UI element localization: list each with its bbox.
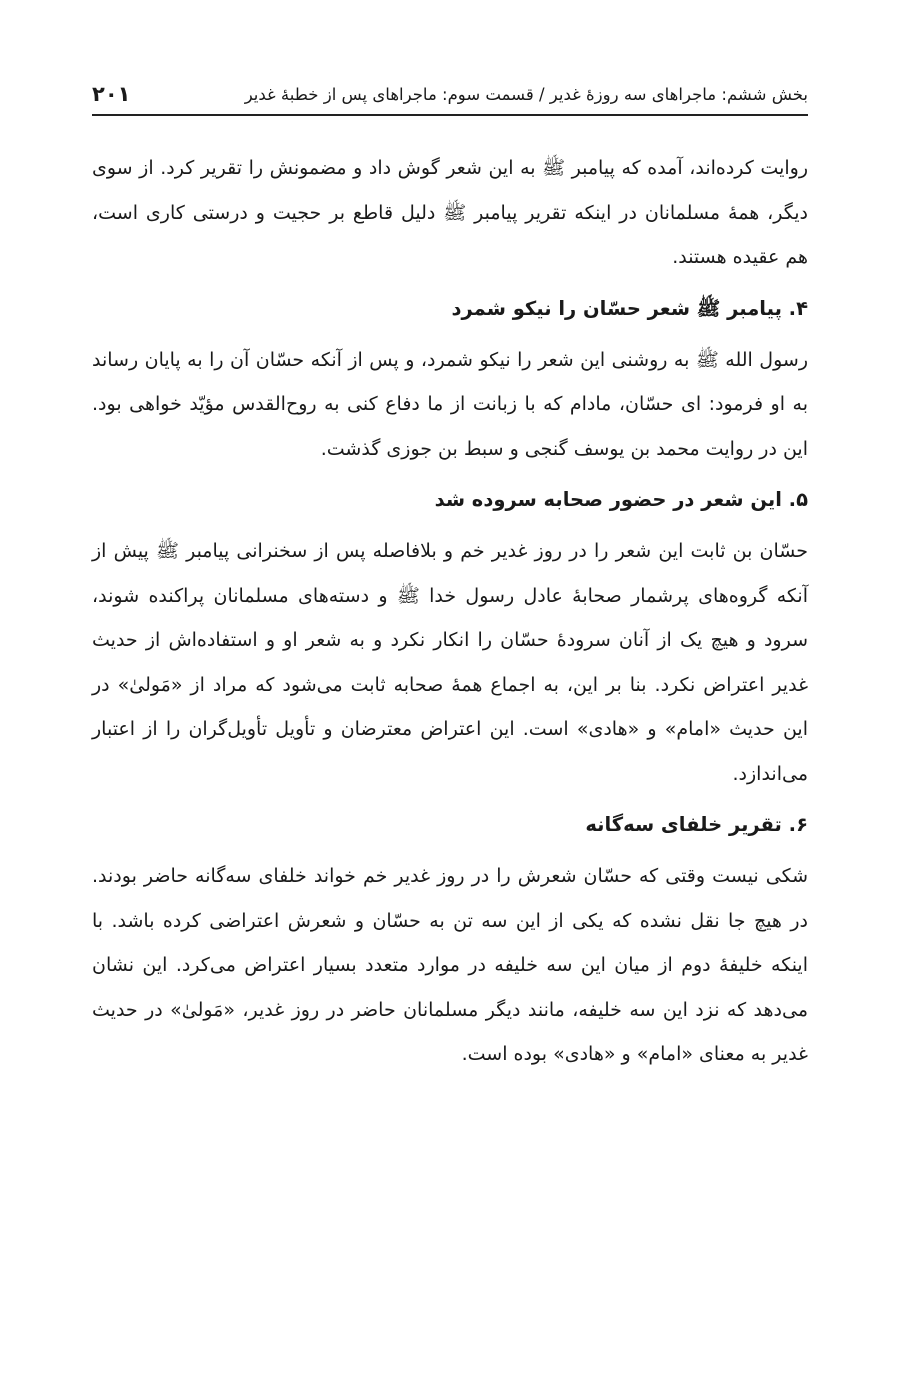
page-body bbox=[92, 146, 808, 1077]
section-5-heading: ۵. این شعر در حضور صحابه سروده شد bbox=[434, 488, 808, 511]
section-6-paragraph: شکی نیست وقتی که حسّان شعرش را در روز غدیر خم خواند خلفای سه‌گانه حاضر بودند. در هیچ جا نقل نشده که یکی از این سه تن به حسّان و شعرش اعتراضی کرده باشد. با اینکه خلیفهٔ دوم از میان این سه خلیفه در موارد متعدد بسیار اعتراض می‌کرد. این نشان می‌دهد که نزد این سه خلیفه، مانند دیگر مسلمانان حاضر در روز غدیر، «مَولیٰ» در حدیث غدیر به معنای «امام» و «هادی» بوده است. bbox=[92, 865, 808, 1065]
section-4 bbox=[92, 280, 808, 472]
section-4-paragraph: رسول الله ﷺ به روشنی این شعر را نیکو شمرد، و پس از آنکه حسّان آن را به پایان رساند به او فرمود: ای حسّان، مادام که با زبانت از ما دفاع کنی به روح‌القدس مؤیّد خواهی بود. این در روایت محمد بن یوسف گنجی و سبط بن جوزی گذشت. bbox=[92, 348, 808, 460]
section-6 bbox=[92, 796, 808, 1077]
section-4-heading: ۴. پیامبر ﷺ شعر حسّان را نیکو شمرد bbox=[451, 296, 808, 320]
section-5 bbox=[92, 471, 808, 796]
book-page bbox=[92, 0, 808, 1390]
section-5-paragraph: حسّان بن ثابت این شعر را در روز غدیر خم و بلافاصله پس از سخنرانی پیامبر ﷺ پیش از آنکه گروه‌های پرشمار صحابهٔ عادل رسول خدا ﷺ و دسته‌های مسلمانان پراکنده شوند، سرود و هیچ یک از آنان سرودهٔ حسّان را انکار نکرد و به شعر او و استفاده‌اش از حدیث غدیر اعتراض نکرد. بنا بر این، به اجماع همهٔ صحابه ثابت می‌شود که مراد از «مَولیٰ» در این حدیث «امام» و «هادی» است. این اعتراض معترضان و تأویل تأویل‌گران را از اعتبار می‌اندازد. bbox=[92, 540, 808, 785]
page-number: ۲۰۱ bbox=[92, 82, 131, 106]
running-title: بخش ششم: ماجراهای سه روزهٔ غدیر / قسمت سوم: ماجراهای پس از خطبهٔ غدیر bbox=[244, 84, 808, 104]
opening-paragraph: روایت کرده‌اند، آمده که پیامبر ﷺ به این شعر گوش داد و مضمونش را تقریر کرد. از سوی دیگر، همهٔ مسلمانان در اینکه تقریر پیامبر ﷺ دلیل قاطع بر حجیت و درستی کاری است، هم عقیده هستند. bbox=[92, 157, 808, 268]
running-header bbox=[92, 74, 808, 116]
section-6-heading: ۶. تقریر خلفای سه‌گانه bbox=[585, 813, 808, 836]
